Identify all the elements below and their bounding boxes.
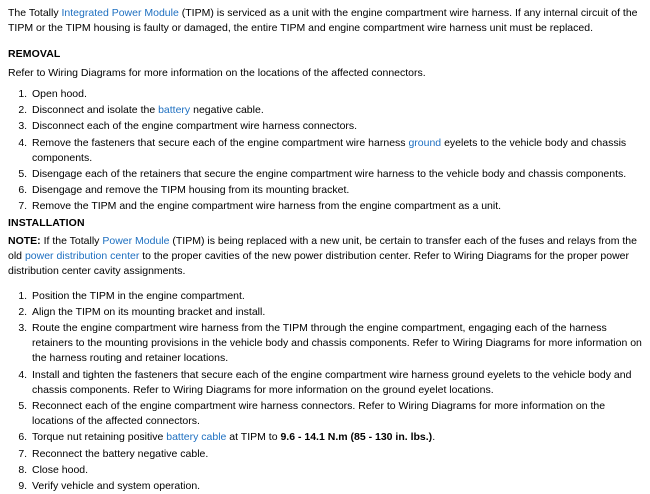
list-item bbox=[30, 368, 642, 398]
step-text: Disengage and remove the TIPM housing from its mounting bracket. bbox=[32, 184, 349, 196]
link-integrated-power-module[interactable]: Integrated Power Module bbox=[62, 7, 179, 19]
list-item bbox=[30, 199, 642, 214]
installation-heading: INSTALLATION bbox=[8, 216, 642, 231]
step-text: Remove the fasteners that secure each of the engine compartment wire harness bbox=[32, 137, 408, 149]
step-text: Open hood. bbox=[32, 88, 87, 100]
step-text: Torque nut retaining positive bbox=[32, 431, 166, 443]
step-text: Position the TIPM in the engine compartment. bbox=[32, 290, 245, 302]
removal-steps-list bbox=[8, 87, 642, 215]
list-item bbox=[30, 136, 642, 166]
removal-lead-text: Refer to Wiring Diagrams for more information on the locations of the affected connectors. bbox=[8, 66, 642, 81]
step-text-tail: . bbox=[432, 431, 435, 443]
step-text: Disconnect each of the engine compartment wire harness connectors. bbox=[32, 120, 357, 132]
step-text: Verify vehicle and system operation. bbox=[32, 480, 200, 492]
link-battery[interactable]: battery bbox=[158, 104, 190, 116]
link-power-distribution-center[interactable]: power distribution center bbox=[25, 250, 139, 262]
step-text: Close hood. bbox=[32, 464, 88, 476]
note-text-2: (TIPM) is being replaced with a new unit, be certain to transfer each of the fuses and relays from the old bbox=[8, 235, 637, 262]
list-item bbox=[30, 479, 642, 494]
note-label: NOTE: bbox=[8, 235, 41, 247]
torque-value: 9.6 - 14.1 N.m (85 - 130 in. lbs.) bbox=[280, 431, 432, 443]
step-text-mid: at TIPM to bbox=[226, 431, 280, 443]
list-item bbox=[30, 447, 642, 462]
intro-text-before-link: The Totally bbox=[8, 7, 62, 19]
step-text: Disengage each of the retainers that secure the engine compartment wire harness to the vehicle body and chassis components. bbox=[32, 168, 626, 180]
list-item bbox=[30, 289, 642, 304]
list-item bbox=[30, 87, 642, 102]
step-text: Align the TIPM on its mounting bracket and install. bbox=[32, 306, 265, 318]
list-item bbox=[30, 399, 642, 429]
link-ground[interactable]: ground bbox=[408, 137, 441, 149]
link-battery-cable[interactable]: battery cable bbox=[166, 431, 226, 443]
removal-heading: REMOVAL bbox=[8, 47, 642, 62]
step-text: Remove the TIPM and the engine compartment wire harness from the engine compartment as a unit. bbox=[32, 200, 501, 212]
intro-paragraph bbox=[8, 6, 642, 36]
list-item bbox=[30, 119, 642, 134]
list-item bbox=[30, 167, 642, 182]
intro-text-after-link: (TIPM) is serviced as a unit with the engine compartment wire harness. If any internal circuit of the TIPM or the TIPM housing is faulty or damaged, the entire TIPM and engine compartment wire harness unit must be replaced. bbox=[8, 7, 638, 34]
list-item bbox=[30, 103, 642, 118]
step-text: Route the engine compartment wire harness from the TIPM through the engine compartment, engaging each of the harness retainers to the mounting provisions in the vehicle body and chassis components. Refer to Wiring Diagrams for more information on the harness routing and retainer locations. bbox=[32, 322, 642, 364]
note-text-3: to the proper cavities of the new power distribution center. Refer to Wiring Diagrams for the proper power distribution center cavity assignments. bbox=[8, 250, 629, 277]
step-text-tail: eyelets to the vehicle body and chassis components. bbox=[32, 137, 626, 164]
installation-note bbox=[8, 234, 642, 280]
step-text: Disconnect and isolate the bbox=[32, 104, 158, 116]
list-item bbox=[30, 463, 642, 478]
list-item bbox=[30, 321, 642, 367]
step-text: Reconnect the battery negative cable. bbox=[32, 448, 208, 460]
note-text-1: If the Totally bbox=[41, 235, 103, 247]
list-item bbox=[30, 183, 642, 198]
link-power-module[interactable]: Power Module bbox=[102, 235, 169, 247]
installation-steps-list bbox=[8, 289, 642, 494]
step-text-tail: negative cable. bbox=[190, 104, 264, 116]
list-item bbox=[30, 430, 642, 445]
step-text: Reconnect each of the engine compartment wire harness connectors. Refer to Wiring Diagrams for more information on the locations of the affected connectors. bbox=[32, 400, 605, 427]
list-item bbox=[30, 305, 642, 320]
step-text: Install and tighten the fasteners that secure each of the engine compartment wire harness ground eyelets to the vehicle body and chassis components. Refer to Wiring Diagrams for more information on the ground eyelet locations. bbox=[32, 369, 631, 396]
